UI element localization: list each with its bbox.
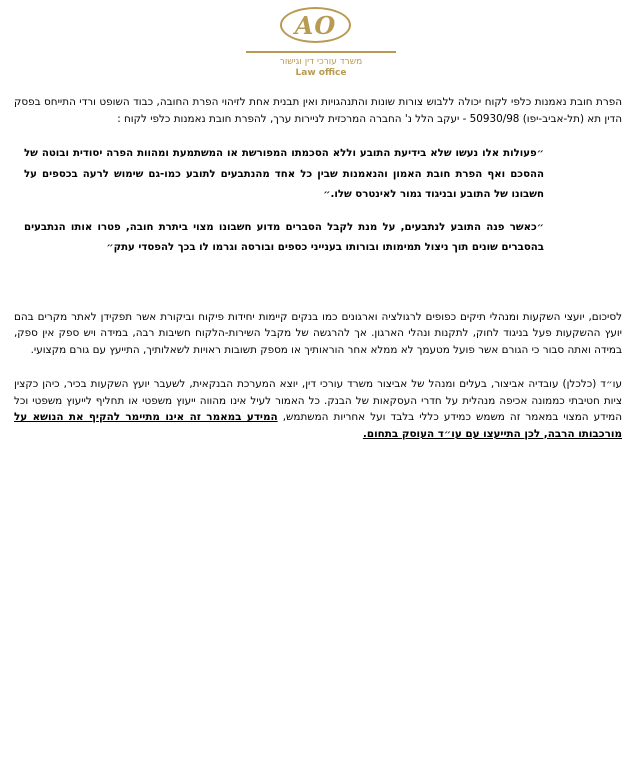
firm-name-english: Law office — [295, 68, 347, 78]
court-quote-1: ״פעולות אלו נעשו שלא בידיעת התובע וללא הסכמתו המפורשת או המשתמעת ומהוות הפרה יסודית ובוטה של ההסכם ואף הפרת חובת האמון והנאמנות שבין כל אחד מהנתבעים לתובע כמו-גם שימוש לרעה בכספים על חשבונו של התובע ובניגוד גמור לאינטרס שלו.״ — [24, 148, 544, 200]
logo-divider — [246, 51, 396, 53]
summary-paragraph: לסיכום, יועצי השקעות ומנהלי תיקים כפופים לרגולציה וארגונים כמו בנקים קיימות יחידות פיקוח וביקורת אשר תפקידן לאתר מקרים בהם יועץ ההשקעות פעל בניגוד לחוק, לתקנות ונהלי הארגון. אך להרגשה של מקבל השירות-הלקוח חשיבות רבה, במידה ויש ספק אין ספק, במידה ואתה סבור כי הגורם אשר פועל מטעמך לא ממלא אחר הוראותיך או מספק תשובות ראויות לשאלותיך, התייעץ עם גורם מקצועי. — [14, 310, 622, 356]
logo-monogram: AO — [280, 7, 351, 43]
closing-text: עו״ד (כלכלן) עובדיה אביצור, בעלים ומנהל של אביצור משרד עורכי דין, יוצא המערכת הבנקאית, לשעבר יועץ השקעות בכיר, כיהן כקצין ציות חטיבתי כממונה אכיפה מנהלית על חדרי העסקאות של הבנק. כל האמור לעיל אינו מהווה ייעוץ משפטי או תחליף לייעוץ משפטי וכל המידע המצוי במאמר זה משמש כמידע כללי בלבד ועל אחריות המשתמש, — [14, 378, 622, 423]
intro-paragraph: הפרת חובת נאמנות כלפי לקוח יכולה ללבוש צורות שונות והתנהגויות ואין תבנית אחת לזיהוי הפרת החובה, כבוד השופט ורדי התייחס בפסק הדין תא (תל-אביב-יפו) 50930/98 - יעקב הלל נ' החברה המרכזית לניירות ערך, להפרת חובת נאמנות כלפי לקוח : — [14, 96, 622, 125]
letterhead — [0, 0, 636, 82]
document-body — [14, 94, 622, 442]
court-quote-2: ״כאשר פנה התובע לנתבעים, על מנת לקבל הסברים מדוע חשבונו מצוי ביתרת חובה, פטרו אותו הנתבעים בהסברים שונים תוך ניצול תמימותו ובורותו בענייני כספים ובורסה וגרמו לו בכך להפסדי עתק״ — [24, 221, 544, 253]
closing-emphasis: המידע במאמר זה אינו מתיימר להקיף את הנושא על מורכבותו הרבה, לכן התייעצו עם עו״ד העוסק בתחום. — [14, 411, 622, 440]
firm-name-hebrew: משרד עורכי דין וגישור — [279, 57, 363, 67]
closing-paragraph — [14, 376, 622, 442]
